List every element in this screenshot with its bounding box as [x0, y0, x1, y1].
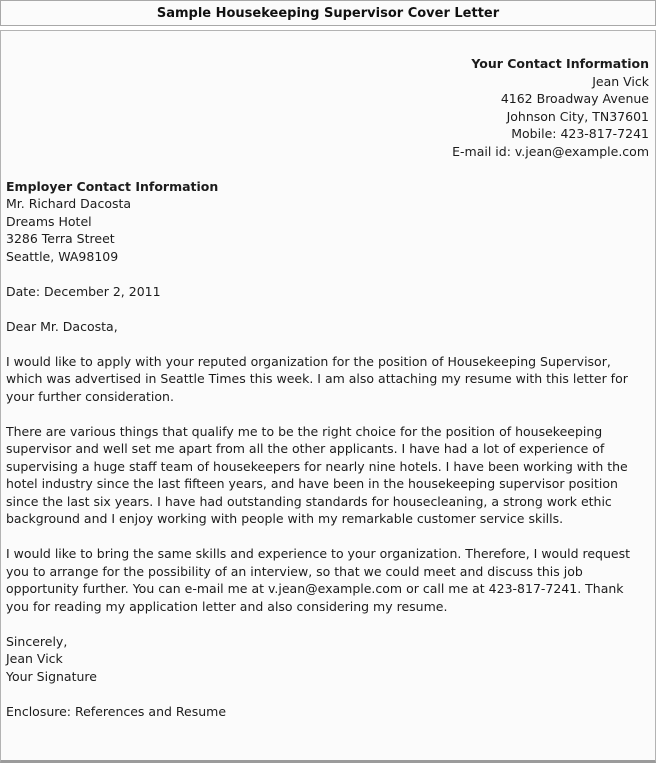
spacer: [6, 528, 649, 546]
spacer: [6, 335, 649, 353]
closing-block: [6, 633, 649, 686]
spacer: [6, 615, 649, 633]
valediction: Sincerely,: [6, 633, 68, 649]
spacer: [6, 685, 649, 703]
body-paragraph-3: I would like to bring the same skills and experience to your organization. Therefore, I would request you to arrange for the possibility of an interview, so that we could meet and discuss this job opportunity further. You can e-mail me at v.jean@example.com or call me at 423-817-7241. Thank you for reading my application letter and also considering my resume.: [6, 546, 631, 614]
sender-city: Johnson City, TN37601: [506, 108, 649, 124]
document-title-bar: [0, 0, 656, 26]
letter-body: [0, 30, 656, 763]
sender-contact-block: [6, 55, 649, 160]
recipient-city: Seattle, WA98109: [6, 248, 119, 264]
recipient-contact-block: [6, 178, 649, 266]
spacer: [6, 160, 649, 178]
body-paragraph-1: I would like to apply with your reputed organization for the position of Housekeeping Supervisor, which was advertised in Seattle Times this week. I am also attaching my resume with this letter for your further consideration.: [6, 353, 628, 404]
spacer: [6, 265, 649, 283]
recipient-name: Mr. Richard Dacosta: [6, 196, 132, 211]
salutation: Dear Mr. Dacosta,: [6, 318, 118, 334]
spacer: [6, 300, 649, 318]
recipient-company: Dreams Hotel: [6, 213, 92, 229]
body-paragraph-2: There are various things that qualify me to be the right choice for the position of housekeeping supervisor and well set me apart from all the other applicants. I have had a lot of experience of supervising a huge staff team of housekeepers for nearly nine hotels. I have been working with the hotel industry since the last fifteen years, and have been in the housekeeping supervisor position since the last six years. I have had outstanding standards for housecleaning, a strong work ethic background and I enjoy working with people with my remarkable customer service skills.: [6, 423, 628, 526]
spacer: [6, 405, 649, 423]
date-line: Date: December 2, 2011: [6, 283, 161, 299]
recipient-street: 3286 Terra Street: [6, 231, 115, 246]
signature-label: Your Signature: [6, 668, 97, 684]
sender-mobile: Mobile: 423-817-7241: [511, 126, 649, 141]
signature-name: Jean Vick: [6, 651, 63, 666]
sender-name: Jean Vick: [592, 73, 649, 89]
sender-heading: Your Contact Information: [471, 56, 649, 71]
sender-street: 4162 Broadway Avenue: [500, 91, 649, 106]
document-title: Sample Housekeeping Supervisor Cover Letter: [156, 5, 500, 21]
recipient-heading: Employer Contact Information: [6, 178, 219, 194]
enclosure-line: Enclosure: References and Resume: [6, 703, 227, 719]
sender-email: E-mail id: v.jean@example.com: [452, 143, 649, 159]
